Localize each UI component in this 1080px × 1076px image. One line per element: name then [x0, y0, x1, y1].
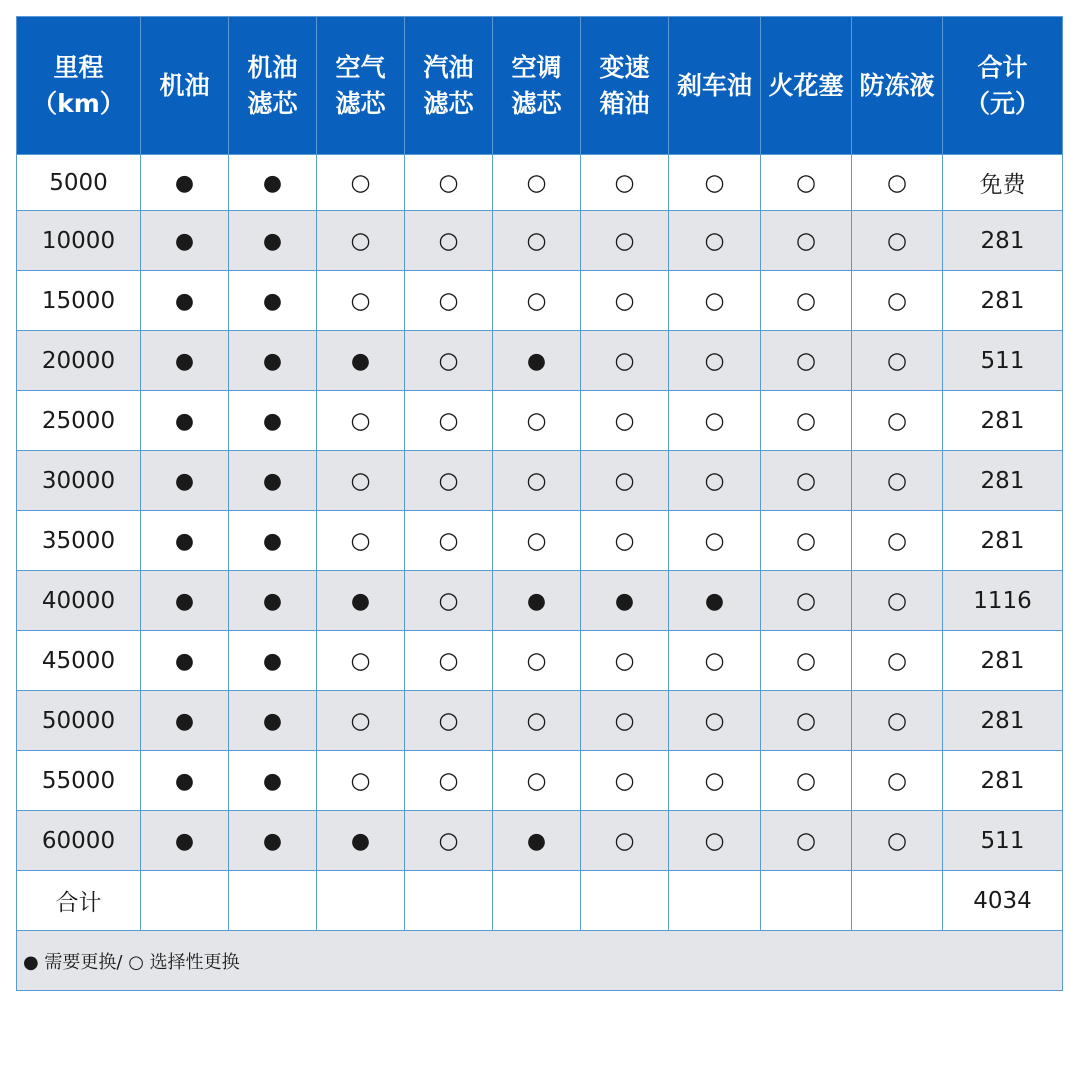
service-mark-cell: [852, 451, 943, 511]
required-dot-icon: ●: [350, 828, 371, 854]
service-mark-cell: [317, 511, 405, 571]
optional-circle-icon: ○: [526, 527, 547, 554]
required-dot-icon: ●: [614, 588, 635, 614]
service-mark-cell: [761, 451, 852, 511]
optional-circle-icon: ○: [704, 767, 725, 794]
optional-circle-icon: ○: [886, 467, 908, 494]
service-mark-cell: [141, 271, 229, 331]
service-mark-cell: [581, 391, 669, 451]
service-mark-cell: [229, 211, 317, 271]
mileage-cell: 20000: [17, 331, 141, 391]
service-mark-cell: [405, 451, 493, 511]
column-header-label: 合计: [977, 52, 1028, 82]
optional-circle-icon: ○: [886, 827, 908, 854]
service-mark-cell: [669, 751, 761, 811]
optional-circle-icon: ○: [614, 347, 635, 374]
optional-circle-icon: ○: [526, 169, 547, 196]
required-dot-icon: ●: [262, 408, 283, 434]
required-dot-icon: ●: [350, 348, 371, 374]
service-mark-cell: [493, 691, 581, 751]
service-mark-cell: [493, 451, 581, 511]
maintenance-schedule-table: [16, 16, 1063, 991]
service-mark-cell: [405, 511, 493, 571]
required-dot-icon: ●: [262, 528, 283, 554]
optional-circle-icon: ○: [886, 407, 908, 434]
service-mark-cell: [229, 691, 317, 751]
service-mark-cell: [141, 211, 229, 271]
service-mark-cell: [761, 631, 852, 691]
service-mark-cell: [229, 751, 317, 811]
optional-circle-icon: ○: [526, 647, 547, 674]
empty-cell: [852, 871, 943, 931]
mileage-cell: 60000: [17, 811, 141, 871]
service-mark-cell: [229, 271, 317, 331]
column-header-label: 刹车油: [676, 70, 752, 100]
column-header-label: 机油: [159, 70, 210, 100]
optional-circle-icon: ○: [886, 647, 908, 674]
service-mark-cell: [405, 271, 493, 331]
service-mark-cell: [852, 751, 943, 811]
column-header: [17, 17, 141, 155]
optional-circle-icon: ○: [350, 227, 371, 254]
optional-circle-icon: ○: [526, 707, 547, 734]
service-mark-cell: [669, 811, 761, 871]
service-mark-cell: [229, 451, 317, 511]
table-row: [17, 511, 1063, 571]
service-mark-cell: [317, 751, 405, 811]
service-mark-cell: [669, 155, 761, 211]
required-dot-icon: ●: [262, 768, 283, 794]
required-dot-icon: ●: [174, 648, 195, 674]
required-dot-icon: ●: [174, 408, 195, 434]
service-mark-cell: [317, 271, 405, 331]
optional-circle-icon: ○: [526, 767, 547, 794]
mileage-cell: 45000: [17, 631, 141, 691]
service-mark-cell: [581, 155, 669, 211]
mileage-cell: 30000: [17, 451, 141, 511]
service-mark-cell: [493, 155, 581, 211]
service-mark-cell: [852, 211, 943, 271]
legend-text: ● 需要更换/ ○ 选择性更换: [17, 931, 1063, 991]
table-row: [17, 391, 1063, 451]
required-dot-icon: ●: [262, 588, 283, 614]
service-mark-cell: [581, 271, 669, 331]
optional-circle-icon: ○: [704, 287, 725, 314]
required-dot-icon: ●: [174, 228, 195, 254]
service-mark-cell: [761, 751, 852, 811]
optional-circle-icon: ○: [350, 767, 371, 794]
mileage-cell: 5000: [17, 155, 141, 211]
column-header-label: （km）: [32, 88, 125, 118]
table-row: [17, 271, 1063, 331]
table-row: [17, 571, 1063, 631]
service-mark-cell: [761, 271, 852, 331]
service-mark-cell: [761, 155, 852, 211]
service-mark-cell: [405, 811, 493, 871]
service-mark-cell: [581, 511, 669, 571]
mileage-cell: 35000: [17, 511, 141, 571]
mileage-cell: 55000: [17, 751, 141, 811]
service-mark-cell: [581, 751, 669, 811]
service-mark-cell: [317, 571, 405, 631]
service-mark-cell: [852, 271, 943, 331]
service-mark-cell: [761, 391, 852, 451]
row-total-cell: 免费: [943, 155, 1063, 211]
row-total-cell: 281: [943, 391, 1063, 451]
optional-circle-icon: ○: [614, 767, 635, 794]
service-mark-cell: [405, 391, 493, 451]
service-mark-cell: [669, 631, 761, 691]
column-header-label: 里程: [53, 52, 104, 82]
service-mark-cell: [141, 155, 229, 211]
optional-circle-icon: ○: [704, 527, 725, 554]
optional-circle-icon: ○: [795, 587, 817, 614]
optional-circle-icon: ○: [614, 407, 635, 434]
optional-circle-icon: ○: [795, 347, 817, 374]
service-mark-cell: [493, 271, 581, 331]
optional-circle-icon: ○: [704, 407, 725, 434]
service-mark-cell: [229, 631, 317, 691]
service-mark-cell: [852, 691, 943, 751]
optional-circle-icon: ○: [795, 407, 817, 434]
column-header-label: 空气: [335, 52, 386, 82]
service-mark-cell: [405, 155, 493, 211]
table-row: [17, 451, 1063, 511]
optional-circle-icon: ○: [795, 287, 817, 314]
column-header: [141, 17, 229, 155]
optional-circle-icon: ○: [350, 467, 371, 494]
required-dot-icon: ●: [526, 828, 547, 854]
required-dot-icon: ●: [704, 588, 725, 614]
table-row: [17, 811, 1063, 871]
service-mark-cell: [669, 271, 761, 331]
column-header: [943, 17, 1063, 155]
column-header-label: 滤芯: [335, 88, 386, 118]
service-mark-cell: [405, 691, 493, 751]
service-mark-cell: [141, 331, 229, 391]
service-mark-cell: [229, 155, 317, 211]
optional-circle-icon: ○: [704, 227, 725, 254]
service-mark-cell: [141, 571, 229, 631]
service-mark-cell: [141, 631, 229, 691]
column-header: [405, 17, 493, 155]
required-dot-icon: ●: [350, 588, 371, 614]
service-mark-cell: [493, 571, 581, 631]
optional-circle-icon: ○: [350, 169, 371, 196]
optional-circle-icon: ○: [795, 527, 817, 554]
empty-cell: [317, 871, 405, 931]
column-header-label: 防冻液: [859, 70, 935, 100]
service-mark-cell: [669, 571, 761, 631]
optional-circle-icon: ○: [438, 407, 459, 434]
table-row: [17, 331, 1063, 391]
required-dot-icon: ●: [174, 288, 195, 314]
row-total-cell: 281: [943, 451, 1063, 511]
optional-circle-icon: ○: [526, 467, 547, 494]
required-dot-icon: ●: [174, 708, 195, 734]
empty-cell: [405, 871, 493, 931]
optional-circle-icon: ○: [350, 287, 371, 314]
empty-cell: [669, 871, 761, 931]
empty-cell: [581, 871, 669, 931]
required-dot-icon: ●: [262, 648, 283, 674]
required-dot-icon: ●: [174, 348, 195, 374]
optional-circle-icon: ○: [614, 467, 635, 494]
service-mark-cell: [317, 155, 405, 211]
required-dot-icon: ●: [262, 708, 283, 734]
required-dot-icon: ●: [174, 828, 195, 854]
required-dot-icon: ●: [174, 170, 195, 196]
service-mark-cell: [317, 631, 405, 691]
service-mark-cell: [493, 511, 581, 571]
optional-circle-icon: ○: [438, 647, 459, 674]
optional-circle-icon: ○: [614, 287, 635, 314]
service-mark-cell: [761, 811, 852, 871]
optional-circle-icon: ○: [614, 647, 635, 674]
empty-cell: [229, 871, 317, 931]
optional-circle-icon: ○: [886, 587, 908, 614]
optional-circle-icon: ○: [350, 707, 371, 734]
column-header-label: 机油: [247, 52, 298, 82]
service-mark-cell: [669, 211, 761, 271]
optional-circle-icon: ○: [526, 287, 547, 314]
service-mark-cell: [493, 811, 581, 871]
column-header-label: 箱油: [599, 88, 650, 118]
optional-circle-icon: ○: [614, 227, 635, 254]
column-header: [229, 17, 317, 155]
optional-circle-icon: ○: [614, 169, 635, 196]
required-dot-icon: ●: [174, 588, 195, 614]
optional-circle-icon: ○: [795, 467, 817, 494]
column-header: [493, 17, 581, 155]
service-mark-cell: [581, 811, 669, 871]
service-mark-cell: [852, 511, 943, 571]
row-total-cell: 511: [943, 331, 1063, 391]
mileage-cell: 50000: [17, 691, 141, 751]
column-header: [761, 17, 852, 155]
required-dot-icon: ●: [262, 288, 283, 314]
optional-circle-icon: ○: [438, 467, 459, 494]
column-header: [669, 17, 761, 155]
mileage-cell: 40000: [17, 571, 141, 631]
summary-label: 合计: [17, 871, 141, 931]
required-dot-icon: ●: [262, 828, 283, 854]
optional-circle-icon: ○: [704, 467, 725, 494]
optional-circle-icon: ○: [886, 527, 908, 554]
optional-circle-icon: ○: [795, 767, 817, 794]
table-header-row: [17, 17, 1063, 155]
service-mark-cell: [405, 331, 493, 391]
row-total-cell: 281: [943, 751, 1063, 811]
service-mark-cell: [669, 691, 761, 751]
column-header-label: 滤芯: [511, 88, 562, 118]
column-header-label: 变速: [599, 52, 650, 82]
service-mark-cell: [405, 211, 493, 271]
legend-row: [17, 931, 1063, 991]
service-mark-cell: [761, 691, 852, 751]
optional-circle-icon: ○: [795, 647, 817, 674]
optional-circle-icon: ○: [886, 767, 908, 794]
service-mark-cell: [493, 751, 581, 811]
service-mark-cell: [669, 451, 761, 511]
table-row: [17, 631, 1063, 691]
service-mark-cell: [852, 391, 943, 451]
required-dot-icon: ●: [262, 348, 283, 374]
service-mark-cell: [141, 811, 229, 871]
optional-circle-icon: ○: [795, 707, 817, 734]
row-total-cell: 281: [943, 691, 1063, 751]
service-mark-cell: [669, 331, 761, 391]
column-header: [581, 17, 669, 155]
optional-circle-icon: ○: [704, 647, 725, 674]
optional-circle-icon: ○: [886, 227, 908, 254]
empty-cell: [493, 871, 581, 931]
service-mark-cell: [493, 391, 581, 451]
required-dot-icon: ●: [262, 228, 283, 254]
service-mark-cell: [581, 451, 669, 511]
service-mark-cell: [229, 571, 317, 631]
optional-circle-icon: ○: [614, 527, 635, 554]
mileage-cell: 25000: [17, 391, 141, 451]
row-total-cell: 281: [943, 211, 1063, 271]
service-mark-cell: [229, 391, 317, 451]
optional-circle-icon: ○: [614, 707, 635, 734]
service-mark-cell: [141, 751, 229, 811]
service-mark-cell: [669, 391, 761, 451]
required-dot-icon: ●: [262, 468, 283, 494]
optional-circle-icon: ○: [795, 827, 817, 854]
required-dot-icon: ●: [526, 588, 547, 614]
service-mark-cell: [317, 391, 405, 451]
service-mark-cell: [141, 451, 229, 511]
service-mark-cell: [581, 211, 669, 271]
required-dot-icon: ●: [174, 528, 195, 554]
empty-cell: [761, 871, 852, 931]
row-total-cell: 281: [943, 631, 1063, 691]
optional-circle-icon: ○: [350, 527, 371, 554]
optional-circle-icon: ○: [614, 827, 635, 854]
service-mark-cell: [317, 811, 405, 871]
empty-cell: [141, 871, 229, 931]
required-dot-icon: ●: [174, 768, 195, 794]
service-mark-cell: [229, 331, 317, 391]
optional-circle-icon: ○: [438, 527, 459, 554]
column-header-label: 滤芯: [247, 88, 298, 118]
optional-circle-icon: ○: [526, 227, 547, 254]
service-mark-cell: [141, 391, 229, 451]
service-mark-cell: [405, 751, 493, 811]
column-header-label: 空调: [511, 52, 562, 82]
row-total-cell: 281: [943, 271, 1063, 331]
row-total-cell: 281: [943, 511, 1063, 571]
service-mark-cell: [852, 631, 943, 691]
table-row: [17, 751, 1063, 811]
optional-circle-icon: ○: [438, 707, 459, 734]
service-mark-cell: [141, 691, 229, 751]
required-dot-icon: ●: [262, 170, 283, 196]
optional-circle-icon: ○: [795, 227, 817, 254]
optional-circle-icon: ○: [795, 169, 817, 196]
optional-circle-icon: ○: [350, 647, 371, 674]
table-body: [17, 155, 1063, 931]
service-mark-cell: [229, 511, 317, 571]
optional-circle-icon: ○: [886, 169, 908, 196]
optional-circle-icon: ○: [704, 707, 725, 734]
service-mark-cell: [405, 631, 493, 691]
column-header-label: （元）: [964, 88, 1040, 118]
table-row: [17, 211, 1063, 271]
service-mark-cell: [317, 331, 405, 391]
service-mark-cell: [581, 331, 669, 391]
service-mark-cell: [669, 511, 761, 571]
service-mark-cell: [317, 691, 405, 751]
service-mark-cell: [761, 571, 852, 631]
optional-circle-icon: ○: [886, 287, 908, 314]
table-row: [17, 691, 1063, 751]
service-mark-cell: [493, 211, 581, 271]
service-mark-cell: [581, 691, 669, 751]
column-header: [852, 17, 943, 155]
optional-circle-icon: ○: [438, 287, 459, 314]
optional-circle-icon: ○: [886, 707, 908, 734]
summary-row: [17, 871, 1063, 931]
row-total-cell: 1116: [943, 571, 1063, 631]
optional-circle-icon: ○: [438, 767, 459, 794]
service-mark-cell: [852, 811, 943, 871]
optional-circle-icon: ○: [704, 827, 725, 854]
service-mark-cell: [761, 511, 852, 571]
optional-circle-icon: ○: [704, 169, 725, 196]
column-header-label: 火花塞: [768, 70, 844, 100]
service-mark-cell: [581, 631, 669, 691]
service-mark-cell: [761, 331, 852, 391]
service-mark-cell: [493, 331, 581, 391]
service-mark-cell: [405, 571, 493, 631]
optional-circle-icon: ○: [886, 347, 908, 374]
row-total-cell: 511: [943, 811, 1063, 871]
service-mark-cell: [852, 571, 943, 631]
service-mark-cell: [229, 811, 317, 871]
service-mark-cell: [141, 511, 229, 571]
grand-total-cell: 4034: [943, 871, 1063, 931]
service-mark-cell: [317, 451, 405, 511]
optional-circle-icon: ○: [438, 827, 459, 854]
optional-circle-icon: ○: [438, 587, 459, 614]
service-mark-cell: [581, 571, 669, 631]
required-dot-icon: ●: [526, 348, 547, 374]
service-mark-cell: [493, 631, 581, 691]
optional-circle-icon: ○: [350, 407, 371, 434]
mileage-cell: 15000: [17, 271, 141, 331]
service-mark-cell: [317, 211, 405, 271]
column-header-label: 汽油: [423, 52, 474, 82]
service-mark-cell: [852, 331, 943, 391]
service-mark-cell: [761, 211, 852, 271]
table-row: [17, 155, 1063, 211]
column-header: [317, 17, 405, 155]
required-dot-icon: ●: [174, 468, 195, 494]
optional-circle-icon: ○: [526, 407, 547, 434]
column-header-label: 滤芯: [423, 88, 474, 118]
optional-circle-icon: ○: [438, 347, 459, 374]
optional-circle-icon: ○: [438, 227, 459, 254]
optional-circle-icon: ○: [704, 347, 725, 374]
service-mark-cell: [852, 155, 943, 211]
mileage-cell: 10000: [17, 211, 141, 271]
optional-circle-icon: ○: [438, 169, 459, 196]
